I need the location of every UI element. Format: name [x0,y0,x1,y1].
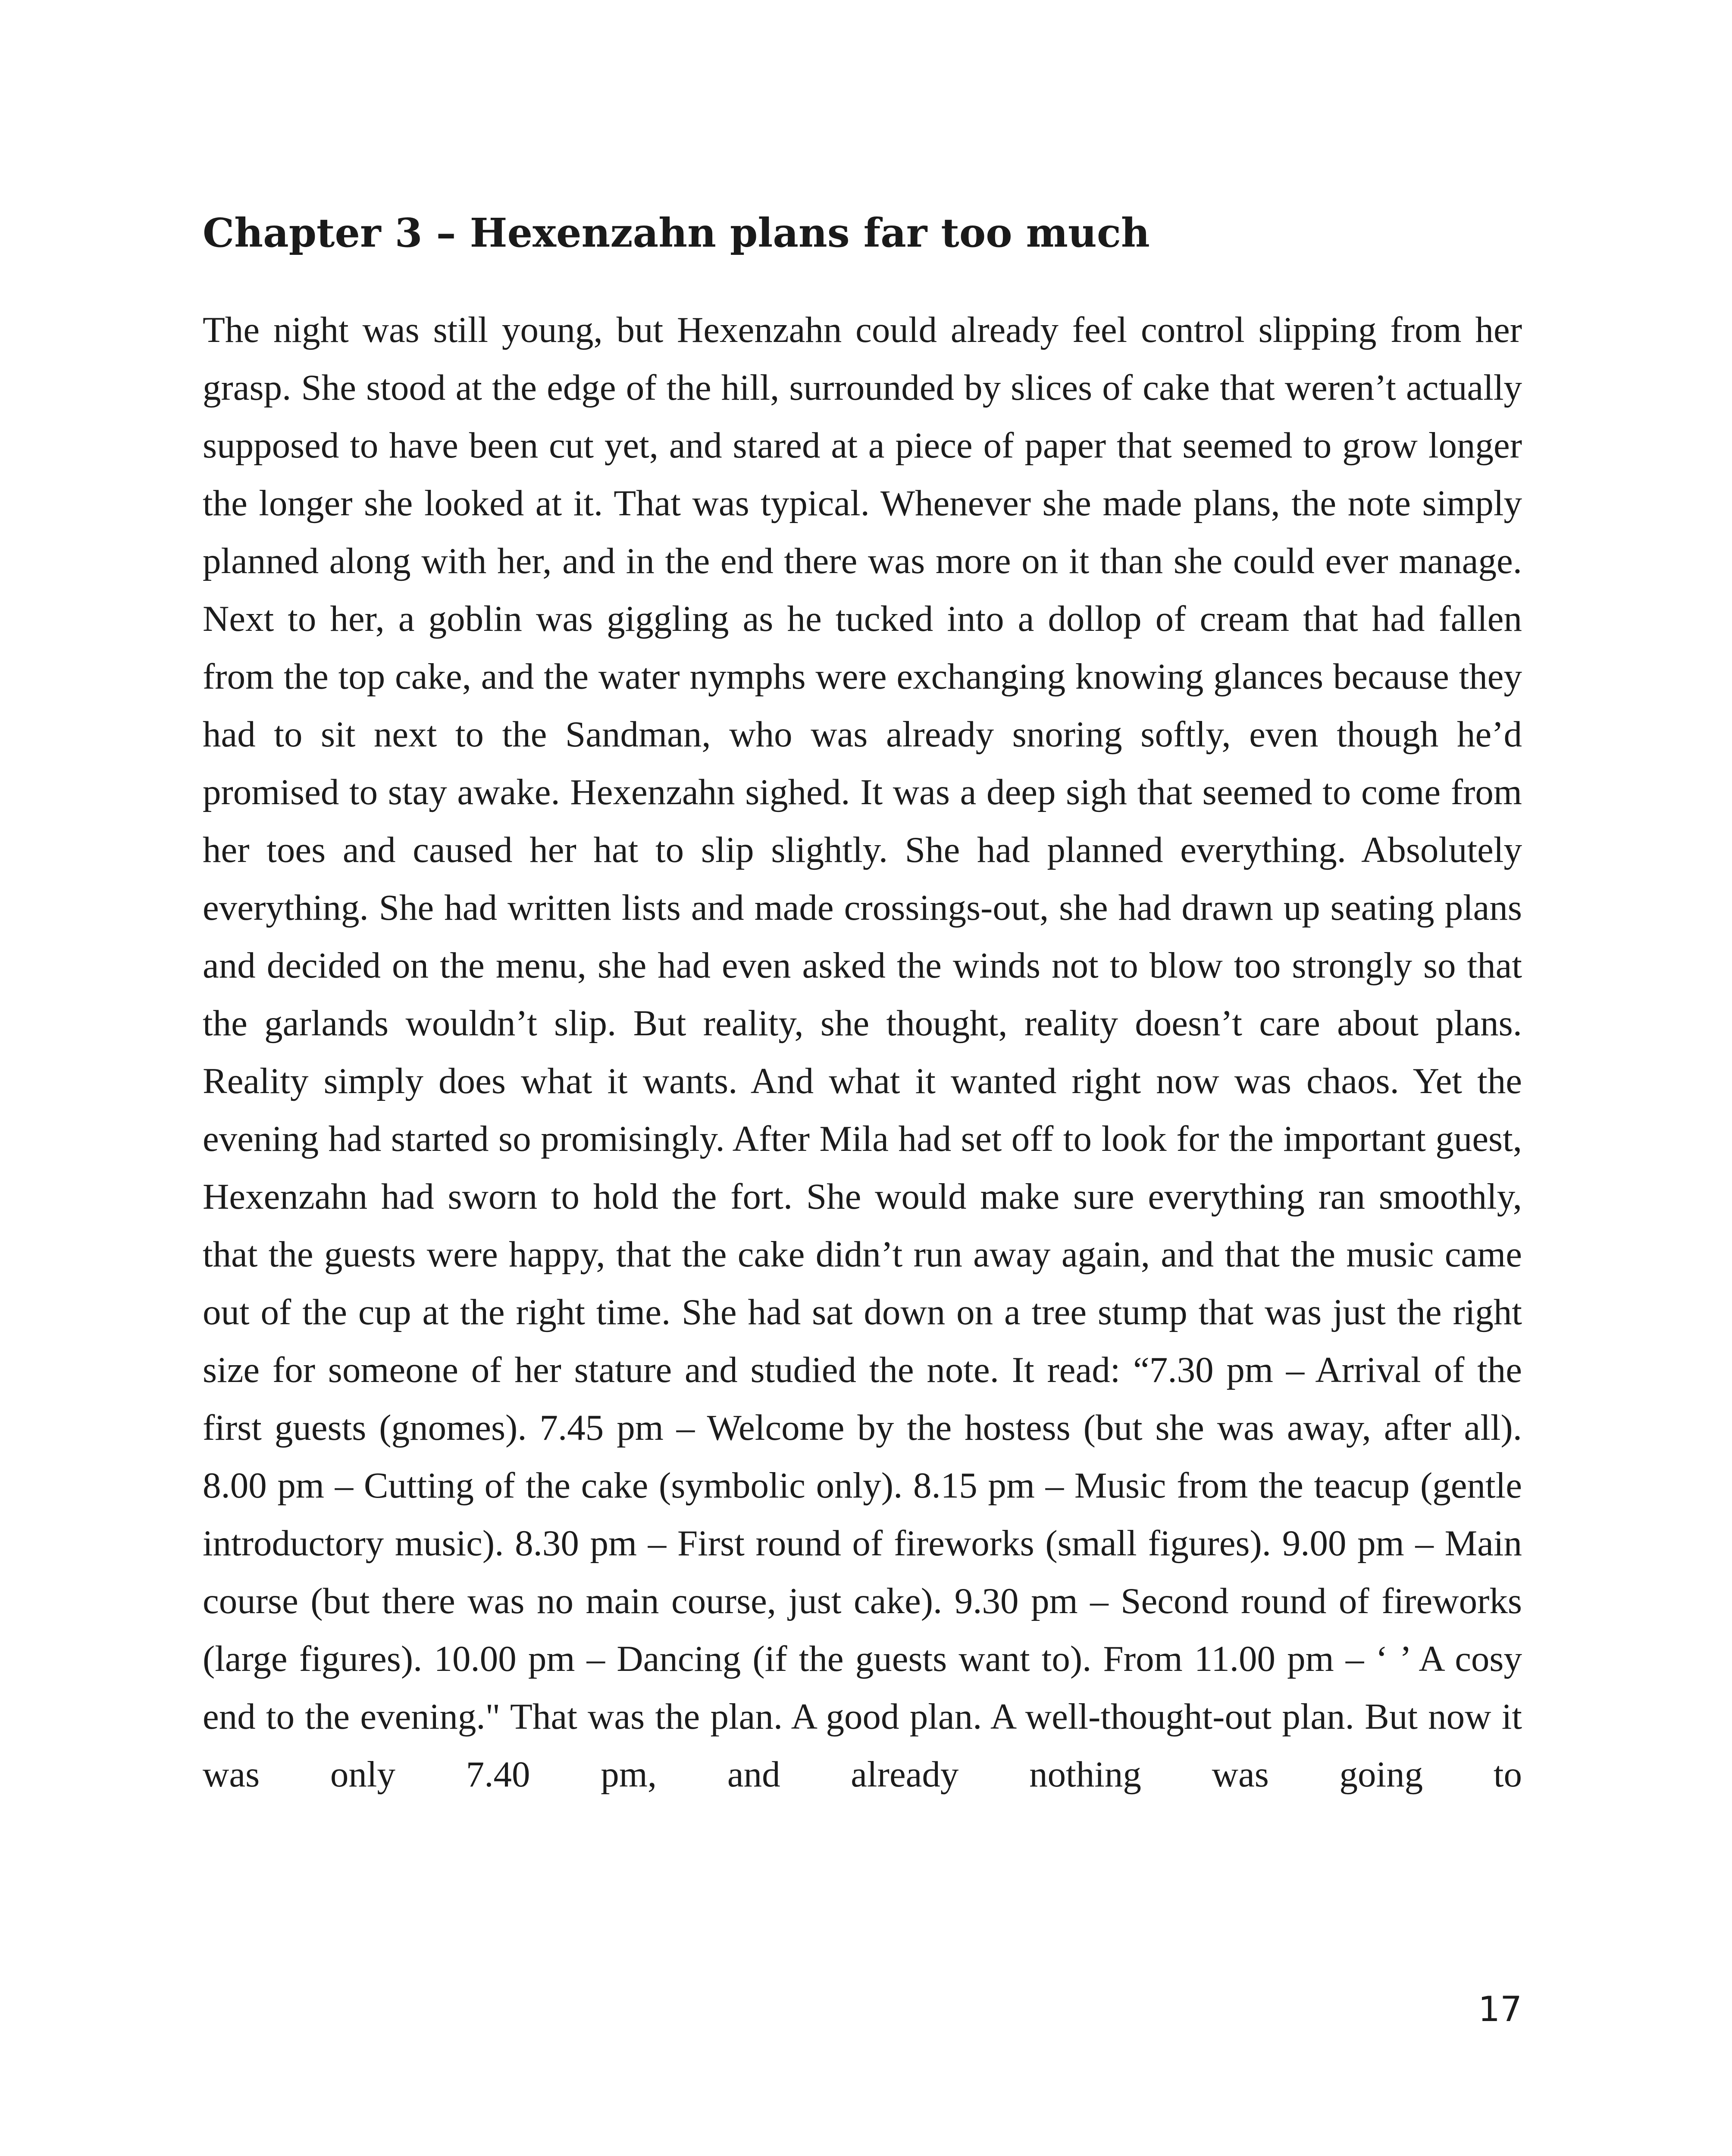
page-number: 17 [1478,1989,1522,2029]
body-paragraph: The night was still young, but Hexenzahn could already feel control slipping from her grasp. She stood at the edge of the hill, surrounded by slices of cake that weren’t actually supposed to have been cut yet, and stared at a piece of paper that seemed to grow longer the longer she looked at it. That was typical. Whenever she made plans, the note simply planned along with her, and in the end there was more on it than she could ever manage. Next to her, a goblin was giggling as he tucked into a dollop of cream that had fallen from the top cake, and the water nymphs were exchanging knowing glances because they had to sit next to the Sandman, who was already snoring softly, even though he’d promised to stay awake. Hexenzahn sighed. It was a deep sigh that seemed to come from her toes and caused her hat to slip slightly. She had planned everything. Absolutely everything. She had written lists and made crossings-out, she had drawn up seating plans and decided on the menu, she had even asked the winds not to blow too strongly so that the garlands wouldn’t slip. But reality, she thought, reality doesn’t care about plans. Reality simply does what it wants. And what it wanted right now was chaos. Yet the evening had started so promisingly. After Mila had set off to look for the important guest, Hexenzahn had sworn to hold the fort. She would make sure everything ran smoothly, that the guests were happy, that the cake didn’t run away again, and that the music came out of the cup at the right time. She had sat down on a tree stump that was just the right size for someone of her stature and studied the note. It read: “7.30 pm – Arrival of the first guests (gnomes). 7.45 pm – Welcome by the hostess (but she was away, after all). 8.00 pm – Cutting of the cake (symbolic only). 8.15 pm – Music from the teacup (gentle introductory music). 8.30 pm – First round of fireworks (small figures). 9.00 pm – Main course (but there was no main course, just cake). 9.30 pm – Second round of fireworks (large figures). 10.00 pm – Dancing (if the guests want to). From 11.00 pm – ‘ ’ A cosy end to the evening." That was the plan. A good plan. A well-thought-out plan. But now it was only 7.40 pm, and already nothing was going to [203,310,1522,1795]
chapter-title: Chapter 3 – Hexenzahn plans far too much [203,210,1150,256]
